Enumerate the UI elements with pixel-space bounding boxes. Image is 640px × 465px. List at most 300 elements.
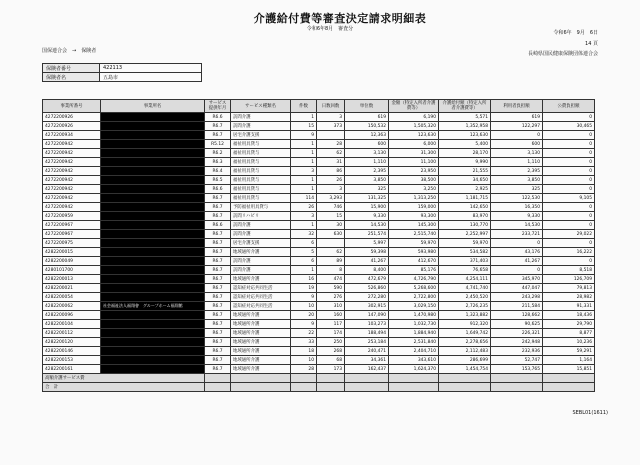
cell-units: 600 — [345, 140, 389, 149]
cell-user-burden: 619 — [491, 113, 543, 122]
cell-public-burden: 28,982 — [543, 293, 595, 302]
cell-days: 746 — [317, 203, 345, 212]
cell-days — [317, 239, 345, 248]
table-row — [43, 185, 595, 194]
cell-benefit: 371,403 — [439, 257, 491, 266]
cell-cases: 10 — [291, 356, 317, 365]
cell-office-no: 4272200942 — [43, 185, 101, 194]
cell-service-month: R6.7 — [205, 122, 231, 131]
cell-cases: 1 — [291, 158, 317, 167]
cell-days: 174 — [317, 329, 345, 338]
cell-cases: 15 — [291, 122, 317, 131]
cell-office-name — [101, 158, 205, 167]
cell-public-burden: 18,436 — [543, 311, 595, 320]
cell-days: 30 — [317, 221, 345, 230]
cell-service-type: 地域通所介護 — [231, 338, 291, 347]
cell-benefit: 2,112,483 — [439, 347, 491, 356]
cell-user-burden: 345,970 — [491, 275, 543, 284]
insurer-no-label: 保険者番号 — [43, 64, 100, 73]
cell-public-burden: 59,291 — [543, 347, 595, 356]
cell-cases: 1 — [291, 221, 317, 230]
cell-benefit: 76,658 — [439, 266, 491, 275]
cell-public-burden: 0 — [543, 131, 595, 140]
table-row — [43, 329, 595, 338]
cell-units: 103,273 — [345, 320, 389, 329]
cell-amount: 3,250 — [389, 185, 439, 194]
col-units: 単位数 — [345, 100, 389, 113]
cell-office-name — [101, 185, 205, 194]
cell-public-burden: 0 — [543, 176, 595, 185]
cell-amount: 1,313,250 — [389, 194, 439, 203]
table-row — [43, 176, 595, 185]
cell-days: 31 — [317, 158, 345, 167]
cell-office-no: 4272200959 — [43, 212, 101, 221]
cell-office-no: 4272200942 — [43, 194, 101, 203]
cell-office-no: 4272200934 — [43, 131, 101, 140]
cell-office-name — [101, 203, 205, 212]
col-user-burden: 利用者負担額 — [491, 100, 543, 113]
cell-days: 474 — [317, 275, 345, 284]
cell-benefit: 83,970 — [439, 212, 491, 221]
cell-days: 160 — [317, 311, 345, 320]
cell-public-burden: 29,790 — [543, 320, 595, 329]
cell-office-name — [101, 122, 205, 131]
cell-office-no: 4282200120 — [43, 338, 101, 347]
cell-service-month: R6.7 — [205, 329, 231, 338]
cell-days: 8 — [317, 266, 345, 275]
cell-benefit: 4,741,740 — [439, 284, 491, 293]
cell-public-burden: 0 — [543, 149, 595, 158]
table-row — [43, 293, 595, 302]
cell-service-month: R6.3 — [205, 158, 231, 167]
cell-amount: 1,505,320 — [389, 122, 439, 131]
cell-office-no: 4282200153 — [43, 356, 101, 365]
cell-days: 62 — [317, 248, 345, 257]
table-row — [43, 194, 595, 203]
issue-date: 令和6年 9月 6日 — [553, 30, 598, 36]
cell-benefit: 21,555 — [439, 167, 491, 176]
cell-service-month: R6.4 — [205, 167, 231, 176]
cell-service-month: R6.6 — [205, 221, 231, 230]
cell-service-type: 地域通所介護 — [231, 347, 291, 356]
cell-office-no: 4282200062 — [43, 302, 101, 311]
cell-service-month: R6.7 — [205, 284, 231, 293]
cell-benefit: 286,699 — [439, 356, 491, 365]
document-title: 介護給付費等審査決定請求明細表 — [253, 12, 427, 25]
cell-office-name — [101, 338, 205, 347]
cell-public-burden: 9,105 — [543, 194, 595, 203]
cell-public-burden: 0 — [543, 221, 595, 230]
cell-days: 89 — [317, 257, 345, 266]
cell-cases: 18 — [291, 347, 317, 356]
cell-benefit: 1,352,958 — [439, 122, 491, 131]
cell-office-name — [101, 212, 205, 221]
col-cases: 件数 — [291, 100, 317, 113]
col-office-no: 事業所番号 — [43, 100, 101, 113]
cell-amount: 593,980 — [389, 248, 439, 257]
cell-service-type: 訪問介護 — [231, 221, 291, 230]
cell-office-name — [101, 176, 205, 185]
table-row — [43, 311, 595, 320]
cell-units: 9,330 — [345, 212, 389, 221]
cell-office-no: 4272200942 — [43, 203, 101, 212]
cell-cases: 19 — [291, 284, 317, 293]
cell-days: 15 — [317, 212, 345, 221]
cell-days: 86 — [317, 167, 345, 176]
cell-service-month: R6.7 — [205, 347, 231, 356]
cell-service-month: R6.7 — [205, 293, 231, 302]
cell-service-type: 認知症対応共同生活 — [231, 293, 291, 302]
cell-service-month: R6.7 — [205, 212, 231, 221]
cell-cases: 20 — [291, 311, 317, 320]
total-label: 合 計 — [43, 383, 205, 392]
cell-units: 302,915 — [345, 302, 389, 311]
cell-user-burden: 600 — [491, 140, 543, 149]
cell-service-type: 福祉用具貸与 — [231, 140, 291, 149]
cell-office-no: 4272200942 — [43, 149, 101, 158]
cell-user-burden: 9,330 — [491, 212, 543, 221]
cell-cases: 33 — [291, 338, 317, 347]
cell-service-type: 居宅介護支援 — [231, 131, 291, 140]
cell-user-burden: 226,321 — [491, 329, 543, 338]
cell-service-month: R6.7 — [205, 203, 231, 212]
insurer-info-box — [42, 63, 202, 82]
cell-service-month: R6.7 — [205, 257, 231, 266]
cell-amount: 412,670 — [389, 257, 439, 266]
cell-benefit: 123,630 — [439, 131, 491, 140]
recipient-line: 国保連合会 → 保険者 — [42, 48, 97, 54]
cell-service-type: 訪問介護 — [231, 122, 291, 131]
cell-units: 8,400 — [345, 266, 389, 275]
cell-public-burden: 15,851 — [543, 365, 595, 374]
cell-service-month: R6.7 — [205, 230, 231, 239]
cell-service-type: 福祉用具貸与 — [231, 185, 291, 194]
insurer-no-value: 422113 — [100, 64, 202, 73]
cell-user-burden: 3,130 — [491, 149, 543, 158]
cell-days — [317, 131, 345, 140]
table-header-row — [43, 100, 595, 113]
cell-office-name — [101, 131, 205, 140]
table-row — [43, 302, 595, 311]
cell-amount: 2,515,740 — [389, 230, 439, 239]
cell-amount: 1,032,730 — [389, 320, 439, 329]
cell-service-type: 訪問介護 — [231, 230, 291, 239]
cell-days: 62 — [317, 149, 345, 158]
cell-office-no: 4282200015 — [43, 248, 101, 257]
cell-service-month: R6.7 — [205, 365, 231, 374]
cell-public-burden: 29,022 — [543, 230, 595, 239]
cell-cases: 9 — [291, 293, 317, 302]
cell-days: 310 — [317, 302, 345, 311]
cell-service-month: R6.7 — [205, 131, 231, 140]
cell-public-burden: 126,709 — [543, 275, 595, 284]
cell-amount: 123,630 — [389, 131, 439, 140]
cell-public-burden: 1,164 — [543, 356, 595, 365]
cell-service-month: R6.6 — [205, 185, 231, 194]
cell-user-burden: 14,530 — [491, 221, 543, 230]
cell-user-burden: 52,747 — [491, 356, 543, 365]
cell-amount: 2,722,800 — [389, 293, 439, 302]
cell-user-burden: 0 — [491, 266, 543, 275]
cell-amount: 11,100 — [389, 158, 439, 167]
cell-benefit: 142,650 — [439, 203, 491, 212]
cell-service-month: R6.7 — [205, 356, 231, 365]
cell-service-type: 福祉用具貸与 — [231, 194, 291, 203]
cell-benefit: 2,450,520 — [439, 293, 491, 302]
cell-benefit: 59,970 — [439, 239, 491, 248]
cell-units: 253,184 — [345, 338, 389, 347]
table-row — [43, 158, 595, 167]
cell-cases: 22 — [291, 329, 317, 338]
cell-amount: 2,404,710 — [389, 347, 439, 356]
table-row — [43, 203, 595, 212]
col-office-name: 事業所名 — [101, 100, 205, 113]
table-row — [43, 131, 595, 140]
table-row — [43, 347, 595, 356]
form-code: SEBL01(1611) — [572, 410, 608, 416]
cell-days: 28 — [317, 140, 345, 149]
cell-user-burden: 0 — [491, 239, 543, 248]
cell-units: 34,361 — [345, 356, 389, 365]
cell-units: 5,997 — [345, 239, 389, 248]
cell-office-name — [101, 194, 205, 203]
cell-service-type: 地域通所介護 — [231, 329, 291, 338]
cell-public-burden: 0 — [543, 113, 595, 122]
cell-office-name — [101, 320, 205, 329]
cell-office-no: 4282200104 — [43, 320, 101, 329]
cell-service-type: 居宅介護支援 — [231, 239, 291, 248]
table-row — [43, 257, 595, 266]
review-month: 令和6年8月 審査分 — [306, 26, 354, 32]
cell-cases: 26 — [291, 203, 317, 212]
cell-units: 12,363 — [345, 131, 389, 140]
cell-benefit: 1,454,754 — [439, 365, 491, 374]
cell-office-name — [101, 356, 205, 365]
insurer-name-label: 保険者名 — [43, 73, 100, 82]
cell-public-burden: 30,465 — [543, 122, 595, 131]
cell-service-month: R6.7 — [205, 311, 231, 320]
cell-service-type: 訪問介護 — [231, 266, 291, 275]
cell-user-burden: 242,948 — [491, 338, 543, 347]
cell-office-no: 4282200013 — [43, 275, 101, 284]
cell-units: 325 — [345, 185, 389, 194]
cell-office-name — [101, 293, 205, 302]
col-service-type: サービス種類名 — [231, 100, 291, 113]
cell-service-type: 認知症対応共同生活 — [231, 302, 291, 311]
cell-units: 59,398 — [345, 248, 389, 257]
cell-public-burden: 0 — [543, 158, 595, 167]
cell-days: 250 — [317, 338, 345, 347]
cell-units: 41,267 — [345, 257, 389, 266]
cell-amount: 85,176 — [389, 266, 439, 275]
cell-service-type: 訪問介護 — [231, 257, 291, 266]
cell-public-burden: 10,236 — [543, 338, 595, 347]
table-row — [43, 221, 595, 230]
cell-amount: 59,970 — [389, 239, 439, 248]
cell-service-month: R6.7 — [205, 320, 231, 329]
cell-amount: 93,300 — [389, 212, 439, 221]
col-days: 日数回数 — [317, 100, 345, 113]
cell-office-name — [101, 167, 205, 176]
cell-cases: 3 — [291, 212, 317, 221]
table-row — [43, 149, 595, 158]
cell-days: 268 — [317, 347, 345, 356]
cell-office-no: 4282200049 — [43, 257, 101, 266]
cell-public-burden: 91,331 — [543, 302, 595, 311]
cell-office-no: 4272200926 — [43, 113, 101, 122]
cell-service-month: R6.7 — [205, 239, 231, 248]
cell-public-burden: 16,222 — [543, 248, 595, 257]
cell-days: 3 — [317, 185, 345, 194]
table-row — [43, 239, 595, 248]
table-row — [43, 356, 595, 365]
cell-cases: 1 — [291, 176, 317, 185]
cell-days: 3,293 — [317, 194, 345, 203]
col-public-burden: 公費負担額 — [543, 100, 595, 113]
cell-office-no: 4282200146 — [43, 347, 101, 356]
cell-days: 590 — [317, 284, 345, 293]
table-row — [43, 266, 595, 275]
cell-office-name — [101, 257, 205, 266]
issuer-name: 長崎県国民健康保険団体連合会 — [527, 51, 598, 57]
cell-amount: 145,300 — [389, 221, 439, 230]
cell-cases: 6 — [291, 239, 317, 248]
cell-office-name — [101, 311, 205, 320]
insurer-name-value: 五島市 — [100, 73, 202, 82]
table-row — [43, 284, 595, 293]
cell-user-burden: 0 — [491, 131, 543, 140]
page-number: 14 頁 — [585, 41, 598, 47]
cell-service-month: R5.12 — [205, 140, 231, 149]
cell-benefit: 34,650 — [439, 176, 491, 185]
cell-benefit: 9,990 — [439, 158, 491, 167]
cell-user-burden: 3,850 — [491, 176, 543, 185]
cell-service-type: 地域通所介護 — [231, 365, 291, 374]
cell-units: 526,860 — [345, 284, 389, 293]
cell-user-burden: 153,765 — [491, 365, 543, 374]
cell-office-name — [101, 347, 205, 356]
cell-office-name — [101, 329, 205, 338]
cell-cases: 32 — [291, 230, 317, 239]
cell-benefit: 2,726,235 — [439, 302, 491, 311]
cell-office-no: 4272200975 — [43, 239, 101, 248]
cell-service-month: R6.2 — [205, 149, 231, 158]
cell-benefit: 28,170 — [439, 149, 491, 158]
cell-office-name — [101, 221, 205, 230]
cell-user-burden: 41,267 — [491, 257, 543, 266]
cell-office-name: 社会福祉法人福翔會 グループホーム福翔館 — [101, 302, 205, 311]
cell-benefit: 2,925 — [439, 185, 491, 194]
cell-office-name — [101, 113, 205, 122]
cell-office-no: 4282200021 — [43, 284, 101, 293]
cell-office-no: 4272200942 — [43, 167, 101, 176]
cell-days: 276 — [317, 293, 345, 302]
cell-units: 619 — [345, 113, 389, 122]
cell-cases: 3 — [291, 167, 317, 176]
table-row — [43, 113, 595, 122]
cell-office-name — [101, 275, 205, 284]
cell-units: 2,395 — [345, 167, 389, 176]
cell-office-no: 4272200942 — [43, 140, 101, 149]
cell-user-burden: 122,297 — [491, 122, 543, 131]
cell-units: 3,130 — [345, 149, 389, 158]
cell-service-type: 訪問リハビリ — [231, 212, 291, 221]
cell-service-month: R6.7 — [205, 302, 231, 311]
cell-amount: 1,624,370 — [389, 365, 439, 374]
cell-cases: 1 — [291, 113, 317, 122]
cell-user-burden: 43,176 — [491, 248, 543, 257]
table-row — [43, 320, 595, 329]
total-row — [43, 383, 595, 392]
cell-office-no: 4272200926 — [43, 122, 101, 131]
cell-office-no: 4282200054 — [43, 293, 101, 302]
cell-days: 117 — [317, 320, 345, 329]
table-row — [43, 365, 595, 374]
cell-office-no: 4272200942 — [43, 158, 101, 167]
cell-benefit: 534,582 — [439, 248, 491, 257]
cell-user-burden: 232,936 — [491, 347, 543, 356]
cell-service-type: 予防福祉用具貸与 — [231, 203, 291, 212]
col-amount: 金額（特定入所者介護費等） — [389, 100, 439, 113]
cell-amount: 4,726,790 — [389, 275, 439, 284]
cell-office-name — [101, 365, 205, 374]
cell-cases: 1 — [291, 266, 317, 275]
cell-office-no: 4282200096 — [43, 311, 101, 320]
cell-office-no: 4272200942 — [43, 176, 101, 185]
cell-service-type: 訪問介護 — [231, 113, 291, 122]
cell-units: 272,280 — [345, 293, 389, 302]
cell-service-month: R6.7 — [205, 266, 231, 275]
cell-service-type: 認知症対応共同生活 — [231, 284, 291, 293]
cell-days: 3 — [317, 113, 345, 122]
cell-units: 131,325 — [345, 194, 389, 203]
cell-benefit: 130,770 — [439, 221, 491, 230]
cell-cases: 5 — [291, 248, 317, 257]
cell-benefit: 2,252,997 — [439, 230, 491, 239]
cell-user-burden: 2,395 — [491, 167, 543, 176]
cell-office-name — [101, 239, 205, 248]
cell-cases: 28 — [291, 365, 317, 374]
cell-office-name — [101, 266, 205, 275]
table-row — [43, 140, 595, 149]
cell-office-name — [101, 230, 205, 239]
cell-units: 150,532 — [345, 122, 389, 131]
cell-service-type: 福祉用具貸与 — [231, 158, 291, 167]
cell-user-burden: 243,298 — [491, 293, 543, 302]
cell-benefit: 1,181,715 — [439, 194, 491, 203]
cell-amount: 1,884,940 — [389, 329, 439, 338]
cell-public-burden: 8,877 — [543, 329, 595, 338]
cell-days: 373 — [317, 122, 345, 131]
cell-cases: 1 — [291, 149, 317, 158]
cell-service-type: 地域通所介護 — [231, 356, 291, 365]
cell-units: 162,437 — [345, 365, 389, 374]
cell-public-burden: 79,813 — [543, 284, 595, 293]
cell-units: 3,850 — [345, 176, 389, 185]
claims-table — [42, 99, 595, 392]
cell-user-burden: 1,110 — [491, 158, 543, 167]
cell-units: 147,090 — [345, 311, 389, 320]
cell-public-burden: 0 — [543, 257, 595, 266]
cell-days: 630 — [317, 230, 345, 239]
cell-user-burden: 16,350 — [491, 203, 543, 212]
cell-user-burden: 211,584 — [491, 302, 543, 311]
cell-cases: 1 — [291, 185, 317, 194]
cell-office-name — [101, 248, 205, 257]
cell-service-month: R6.6 — [205, 113, 231, 122]
cell-cases: 10 — [291, 302, 317, 311]
cell-office-no: 4280101700 — [43, 266, 101, 275]
